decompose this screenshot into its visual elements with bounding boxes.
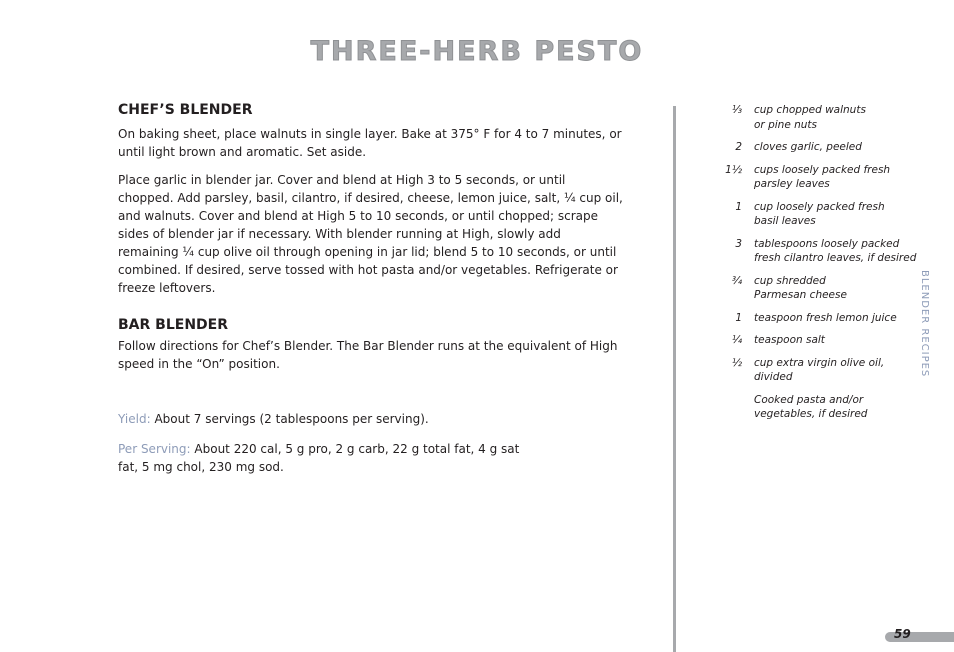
section-heading: CHEF’S BLENDER [118,102,253,118]
yield-line [118,412,623,426]
yield-text: About 7 servings (2 tablespoons per serving). [154,412,429,426]
side-section-label: BLENDER RECIPES [919,270,930,378]
ingredient-item [722,356,922,385]
chefs-blender-section [118,102,623,297]
recipe-title: THREE-HERB PESTO [310,36,644,67]
ingredient-qty: 1 [735,311,742,324]
page-number: 59 [894,627,911,641]
ingredient-item [722,333,922,348]
ingredient-item [722,274,922,303]
ingredient-qty: ¾ [731,274,742,287]
ingredient-qty: 3 [735,237,742,250]
ingredient-qty: ⅓ [731,104,742,116]
ingredient-item [722,103,922,132]
yield-label: Yield: [118,412,151,426]
ingredient-qty: 1½ [725,163,742,176]
ingredient-text: cup chopped walnuts or pine nuts [754,104,866,131]
ingredient-qty: 1 [735,200,742,213]
section-heading: BAR BLENDER [118,317,228,333]
ingredient-text: teaspoon fresh lemon juice [754,311,897,324]
ingredient-item [722,140,922,155]
ingredient-qty: 2 [735,141,742,153]
instruction-paragraph: On baking sheet, place walnuts in single layer. Bake at 375° F for 4 to 7 minutes, or until light brown and aromatic. Set aside. [118,127,622,159]
ingredient-text: teaspoon salt [754,334,825,346]
instruction-paragraph: Place garlic in blender jar. Cover and blend at High 3 to 5 seconds, or until chopped. Add parsley, basil, cilantro, if desired, cheese, lemon juice, salt, ¼ cup oil, and walnuts. Cover and blend at High 5 to 10 seconds, or until chopped; scrape sides of blender jar if necessary. With blender running at High, slowly add remaining ¼ cup olive oil through opening in jar lid; blend 5 to 10 seconds, or until combined. If desired, serve tossed with hot pasta and/or vegetables. Refrigerate or freeze leftovers. [118,173,623,295]
per-serving-label: Per Serving: [118,442,191,456]
per-serving-text: About 220 cal, 5 g pro, 2 g carb, 22 g total fat, 4 g sat fat, 5 mg chol, 230 mg sod. [118,442,520,474]
ingredient-qty: ¼ [731,334,742,346]
ingredient-qty [722,393,742,422]
ingredient-item [722,200,922,229]
ingredient-item [722,237,922,266]
column-divider [673,106,676,652]
ingredient-list [722,103,922,430]
bar-blender-section [118,317,623,373]
ingredient-item [722,163,922,192]
ingredient-qty: ½ [731,356,742,369]
instruction-paragraph: Follow directions for Chef’s Blender. The Bar Blender runs at the equivalent of High speed in the “On” position. [118,339,618,371]
ingredient-text: cup extra virgin olive oil, divided [754,356,885,383]
ingredient-text: cup shredded Parmesan cheese [754,274,847,301]
ingredient-text: cups loosely packed fresh parsley leaves [754,163,891,190]
ingredient-text: tablespoons loosely packed fresh cilantro leaves, if desired [754,237,917,264]
ingredient-item [722,311,922,326]
ingredient-text: Cooked pasta and/or vegetables, if desired [754,393,868,420]
ingredient-text: cup loosely packed fresh basil leaves [754,200,885,227]
per-serving-line [118,440,538,476]
ingredient-item [722,393,922,422]
ingredient-text: cloves garlic, peeled [754,141,862,153]
